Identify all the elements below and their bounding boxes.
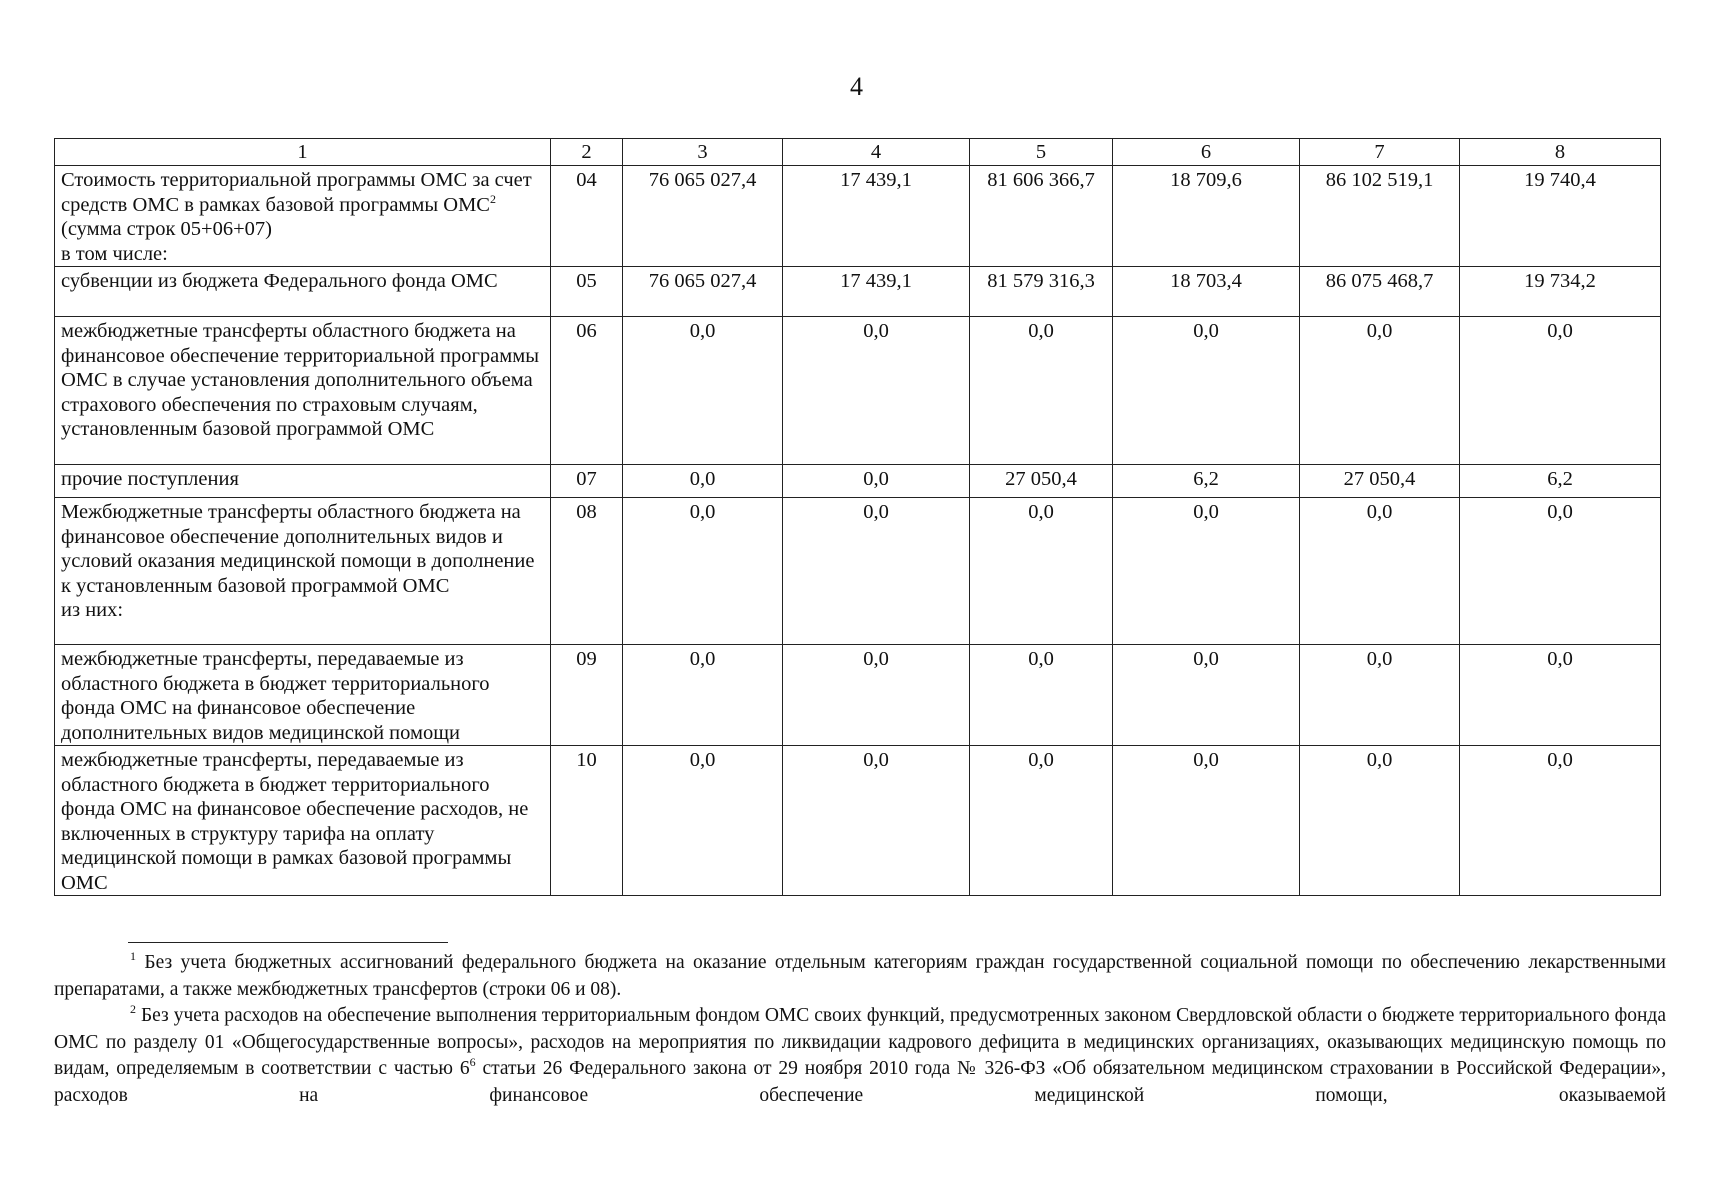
cell-value: 0,0 xyxy=(1113,317,1300,465)
column-header: 8 xyxy=(1460,139,1661,166)
table-row xyxy=(55,645,1661,746)
row-code: 04 xyxy=(551,166,623,267)
column-header: 4 xyxy=(783,139,970,166)
cell-value: 0,0 xyxy=(623,317,783,465)
cell-value: 0,0 xyxy=(783,465,970,498)
cell-value: 0,0 xyxy=(623,498,783,645)
row-code: 10 xyxy=(551,746,623,896)
cell-value: 0,0 xyxy=(1300,498,1460,645)
cell-value: 0,0 xyxy=(623,746,783,896)
footnote-1: $^1$ Без учета бюджетных ассигнований федерального бюджета на оказание отдельным категориям граждан государственной социальной помощи по обеспечению лекарственными препаратами, а также межбюджетных трансфертов (строки 06 и 08). xyxy=(54,949,1666,1000)
cell-value: 86 075 468,7 xyxy=(1300,267,1460,317)
cell-value: 0,0 xyxy=(970,746,1113,896)
row-code: 08 xyxy=(551,498,623,645)
cell-value: 19 734,2 xyxy=(1460,267,1661,317)
funding-table xyxy=(54,138,1661,896)
cell-value: 86 102 519,1 xyxy=(1300,166,1460,267)
cell-value: 0,0 xyxy=(783,317,970,465)
column-header: 5 xyxy=(970,139,1113,166)
cell-value: 0,0 xyxy=(1113,498,1300,645)
cell-value: 0,0 xyxy=(1300,317,1460,465)
cell-value: 0,0 xyxy=(1460,317,1661,465)
column-header: 7 xyxy=(1300,139,1460,166)
cell-value: 81 606 366,7 xyxy=(970,166,1113,267)
cell-value: 76 065 027,4 xyxy=(623,267,783,317)
cell-value: 0,0 xyxy=(1460,498,1661,645)
table-row xyxy=(55,498,1661,645)
cell-value: 27 050,4 xyxy=(1300,465,1460,498)
cell-value: 0,0 xyxy=(783,645,970,746)
superscript: 6 xyxy=(469,1055,476,1069)
cell-value: 0,0 xyxy=(623,465,783,498)
cell-value: 27 050,4 xyxy=(970,465,1113,498)
footnote-mark: 1 xyxy=(130,949,136,963)
cell-value: 17 439,1 xyxy=(783,166,970,267)
footnote-ref: 2 xyxy=(489,191,496,206)
row-label: межбюджетные трансферты областного бюджета на финансовое обеспечение территориальной программы ОМС в случае установления дополнительного объема страхового обеспечения по страховым случаям, установленным базовой программой ОМС xyxy=(55,317,551,465)
cell-value: 0,0 xyxy=(970,498,1113,645)
footnote-separator xyxy=(128,942,448,943)
table-row xyxy=(55,267,1661,317)
cell-value: 18 709,6 xyxy=(1113,166,1300,267)
cell-value: 0,0 xyxy=(1460,746,1661,896)
row-label: субвенции из бюджета Федерального фонда ОМС xyxy=(55,267,551,317)
cell-value: 0,0 xyxy=(1113,645,1300,746)
row-label: межбюджетные трансферты, передаваемые из областного бюджета в бюджет территориального фонда ОМС на финансовое обеспечение дополнительных видов медицинской помощи xyxy=(55,645,551,746)
row-label: прочие поступления xyxy=(55,465,551,498)
cell-value: 0,0 xyxy=(970,317,1113,465)
column-header: 1 xyxy=(55,139,551,166)
footnote-mark: 2 xyxy=(130,1002,136,1016)
cell-value: 0,0 xyxy=(1300,645,1460,746)
table-row xyxy=(55,317,1661,465)
table-row xyxy=(55,746,1661,896)
row-code: 05 xyxy=(551,267,623,317)
footnotes xyxy=(54,950,1666,1109)
table-body xyxy=(55,139,1661,896)
table-row xyxy=(55,465,1661,498)
cell-value: 76 065 027,4 xyxy=(623,166,783,267)
row-label: Стоимость территориальной программы ОМС за счет средств ОМС в рамках базовой программы ОМС$^2$ (сумма строк 05+06+07) в том числе: xyxy=(55,166,551,267)
cell-value: 0,0 xyxy=(783,746,970,896)
column-header: 2 xyxy=(551,139,623,166)
column-header: 3 xyxy=(623,139,783,166)
column-number-row xyxy=(55,139,1661,166)
cell-value: 0,0 xyxy=(1460,645,1661,746)
column-header: 6 xyxy=(1113,139,1300,166)
cell-value: 0,0 xyxy=(1300,746,1460,896)
cell-value: 0,0 xyxy=(1113,746,1300,896)
row-code: 07 xyxy=(551,465,623,498)
cell-value: 19 740,4 xyxy=(1460,166,1661,267)
row-code: 09 xyxy=(551,645,623,746)
cell-value: 6,2 xyxy=(1460,465,1661,498)
row-code: 06 xyxy=(551,317,623,465)
cell-value: 81 579 316,3 xyxy=(970,267,1113,317)
cell-value: 0,0 xyxy=(783,498,970,645)
cell-value: 18 703,4 xyxy=(1113,267,1300,317)
cell-value: 6,2 xyxy=(1113,465,1300,498)
cell-value: 0,0 xyxy=(623,645,783,746)
footnote-2: $^2$ Без учета расходов на обеспечение выполнения территориальным фондом ОМС своих функций, предусмотренных законом Свердловской области о бюджете территориального фонда ОМС по разделу 01 «Общегосударственные вопросы», расходов на мероприятия по ликвидации кадрового дефицита в медицинских организациях, оказывающих медицинскую помощь по видам, определяемым в соответствии с частью $6^6$ статьи 26 Федерального закона от 29 ноября 2010 года № 326-ФЗ «Об обязательном медицинском страховании в Российской Федерации», расходов на финансовое обеспечение медицинской помощи, оказываемой xyxy=(54,1002,1666,1106)
row-label: межбюджетные трансферты, передаваемые из областного бюджета в бюджет территориального фонда ОМС на финансовое обеспечение расходов, не включенных в структуру тарифа на оплату медицинской помощи в рамках базовой программы ОМС xyxy=(55,746,551,896)
cell-value: 0,0 xyxy=(970,645,1113,746)
row-label: Межбюджетные трансферты областного бюджета на финансовое обеспечение дополнительных видов и условий оказания медицинской помощи в дополнение к установленным базовой программой ОМС из них: xyxy=(55,498,551,645)
page-number: 4 xyxy=(850,72,863,101)
table-row xyxy=(55,166,1661,267)
cell-value: 17 439,1 xyxy=(783,267,970,317)
